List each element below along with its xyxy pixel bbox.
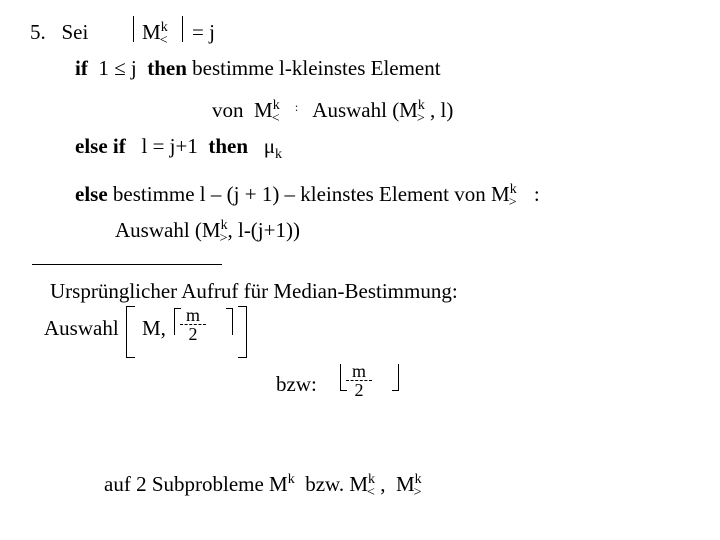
else-action: bestimme l – (j + 1) – kleinstes Element von M (112, 182, 510, 206)
sub-greater: > (413, 485, 422, 501)
set-m: M (254, 98, 273, 122)
then-keyword: then (147, 56, 187, 80)
sei-word: Sei (61, 20, 89, 44)
else-if-condition: l = j+1 (141, 134, 198, 158)
else-keyword: else (75, 182, 108, 206)
if-line (75, 58, 441, 79)
sub-less: < (159, 33, 168, 49)
sub-k: k (275, 147, 283, 163)
paren-left (126, 306, 135, 358)
von-line (212, 98, 454, 127)
auswahl-word: Auswahl (44, 316, 119, 340)
von-word: von (212, 98, 244, 122)
colon-mark: : (533, 182, 540, 206)
paren-right (238, 306, 247, 358)
auswahl-args: , l) (430, 98, 454, 122)
abs-bar-left (133, 16, 134, 42)
item-number (30, 22, 88, 43)
fraction-numerator: m (346, 362, 372, 381)
median-heading: Ursprünglicher Aufruf für Median-Bestimmung: (50, 279, 458, 303)
sub-less: < (367, 485, 375, 501)
bzw-label: bzw: (276, 372, 317, 396)
subproblems-text: auf 2 Subprobleme M (104, 472, 288, 496)
fraction-denominator: 2 (354, 380, 364, 400)
set-m: M (142, 20, 161, 44)
sup-k: k (417, 98, 425, 113)
subproblems-line (104, 472, 422, 501)
bzw-m: bzw. M (305, 472, 369, 496)
then-keyword: then (208, 134, 249, 158)
fraction-m-over-2 (346, 362, 372, 399)
else-if-line (75, 134, 283, 163)
sup-k: k (509, 182, 517, 197)
auswahl-args: , l-(j+1)) (227, 218, 300, 242)
mu-symbol: μ (263, 134, 276, 158)
sup-k: k (414, 472, 422, 487)
divider-rule (32, 264, 222, 265)
item-num: 5. (30, 20, 46, 44)
ceil-right (226, 308, 233, 335)
fraction-m-over-2 (180, 306, 206, 343)
sup-k: k (160, 20, 168, 35)
floor-right (392, 364, 399, 391)
else-line (75, 182, 540, 211)
set-m: M (395, 472, 415, 496)
set-m-arg: M, (142, 316, 166, 340)
auswahl-call: Auswahl (M (115, 218, 221, 242)
sup-k: k (220, 218, 228, 233)
colon-mark: : (294, 100, 299, 114)
sup-k: k (287, 472, 295, 487)
equals-j: = j (192, 20, 215, 44)
else-if-keyword: else if (75, 134, 126, 158)
fraction-denominator: 2 (188, 324, 198, 344)
sub-greater: > (416, 111, 425, 127)
if-keyword: if (75, 56, 88, 80)
if-condition: 1 ≤ j (98, 56, 137, 80)
sup-k: k (272, 98, 280, 113)
sup-k: k (368, 472, 376, 487)
set-m-less (142, 20, 168, 49)
sub-greater: > (219, 231, 228, 247)
sub-less: < (271, 111, 280, 127)
auswahl-call: Auswahl (M (312, 98, 418, 122)
auswahl-recursive (115, 218, 300, 247)
abs-bar-right (182, 16, 183, 42)
fraction-numerator: m (180, 306, 206, 325)
if-action: bestimme l-kleinstes Element (192, 56, 441, 80)
sub-greater: > (508, 195, 517, 211)
comma: , (380, 472, 386, 496)
